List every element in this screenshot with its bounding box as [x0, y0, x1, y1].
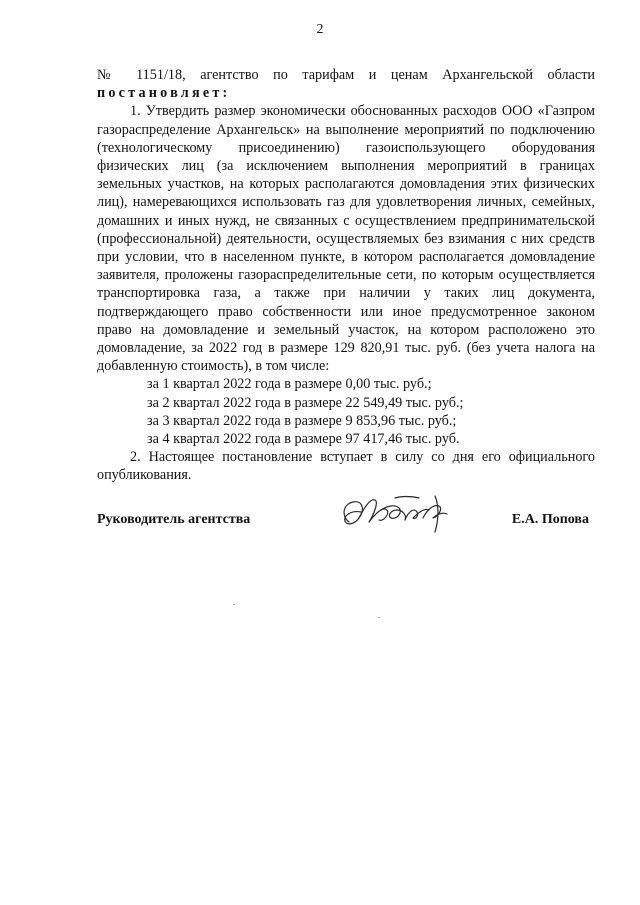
- page-number: 2: [316, 22, 324, 37]
- decree-word: постановляет:: [97, 85, 231, 102]
- quarter-item-1: за 1 квартал 2022 года в размере 0,00 тыс. руб.;: [147, 376, 432, 393]
- decree-word-line: [97, 84, 595, 102]
- quarter-list: [97, 375, 595, 448]
- signatory-name: Е.А. Попова: [511, 512, 589, 527]
- paragraph-2: 2. Настоящее постановление вступает в силу со дня его официального опубликования.: [97, 449, 595, 484]
- quarter-item-2: за 2 квартал 2022 года в размере 22 549,49 тыс. руб.;: [147, 394, 464, 411]
- scan-speck: [378, 617, 380, 618]
- intro-line: № 1151/18, агентство по тарифам и ценам Архангельской области: [97, 67, 595, 83]
- handwritten-signature: [335, 488, 460, 538]
- signatory-title: Руководитель агентства: [97, 512, 251, 527]
- document-body: [97, 66, 595, 485]
- scan-speck: [233, 604, 235, 605]
- paragraph-1: 1. Утвердить размер экономически обоснованных расходов ООО «Газпром газораспределение Архангельск» на выполнение мероприятий по подключению (технологическому присоединению) газоиспользующего оборудования физических лиц (за исключением выполнения мероприятий в границах земельных участков, на которых располагаются домовладения этих физических лиц), намеревающихся использовать газ для удовлетворения личных, семейных, домашних и иных нужд, не связанных с осуществлением предпринимательской (профессиональной) деятельности, осуществляемых без взимания с них средств при условии, что в населенном пункте, в котором располагается домовладение заявителя, проложены газораспределительные сети, по которым осуществляется транспортировка газа, а также при наличии у таких лиц документа, подтверждающего право собственности или иное предусмотренное законом право на домовладение и земельный участок, на котором расположено это домовладение, за 2022 год в размере 129 820,91 тыс. руб. (без учета налога на добавленную стоимость), в том числе:: [97, 103, 595, 375]
- quarter-item-4: за 4 квартал 2022 года в размере 97 417,46 тыс. руб.: [147, 431, 460, 448]
- quarter-item-3: за 3 квартал 2022 года в размере 9 853,96 тыс. руб.;: [147, 412, 457, 429]
